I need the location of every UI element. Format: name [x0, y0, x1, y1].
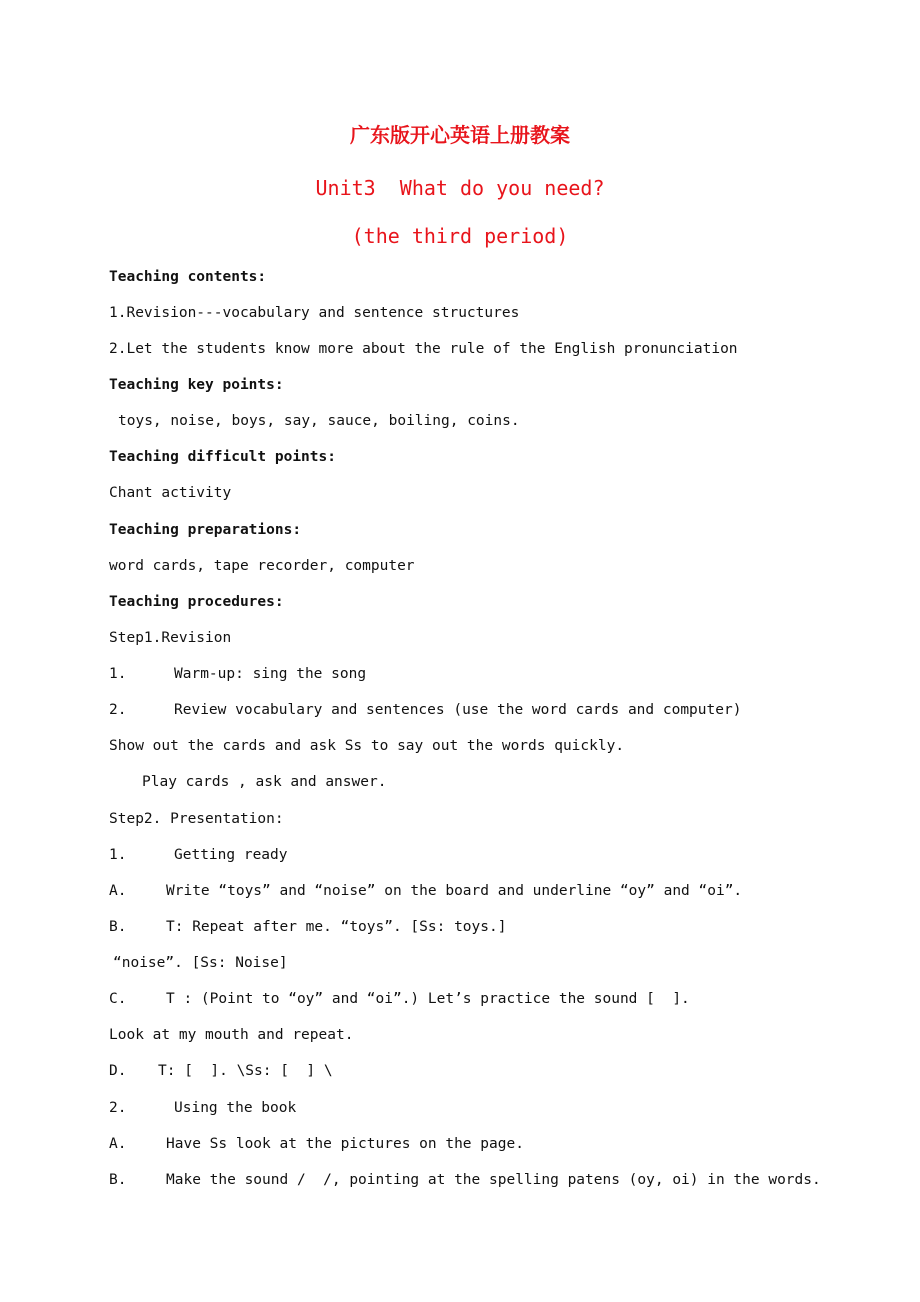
document-title: 广东版开心英语上册教案 — [350, 123, 570, 147]
step1-item-1-text: Warm-up: sing the song — [174, 666, 367, 682]
show-cards-text: Show out the cards and ask Ss to say out the words quickly. — [109, 738, 625, 754]
substep-a-text: Write “toys” and “noise” on the board and underline “oy” and “oi”. — [166, 883, 743, 899]
substep-d-label: D. — [109, 1063, 127, 1079]
procedures-heading: Teaching procedures: — [109, 594, 284, 610]
unit-title: Unit3 What do you need? — [315, 176, 605, 200]
substep-b-continuation: “noise”. [Ss: Noise] — [113, 955, 288, 971]
preparations-text: word cards, tape recorder, computer — [109, 558, 415, 574]
substep-b2-label: B. — [109, 1172, 127, 1188]
contents-heading: Teaching contents: — [109, 269, 267, 285]
step2-item-2-number: 2. — [109, 1100, 127, 1116]
key-points-heading: Teaching key points: — [109, 377, 284, 393]
preparations-heading: Teaching preparations: — [109, 522, 302, 538]
substep-d-text: T: [ ]. \Ss: [ ] \ — [158, 1063, 333, 1079]
substep-c-text: T : (Point to “oy” and “oi”.) Let’s practice the sound [ ]. — [166, 991, 690, 1007]
step1-item-2-text: Review vocabulary and sentences (use the word cards and computer) — [174, 702, 742, 718]
difficult-points-text: Chant activity — [109, 485, 232, 501]
substep-c-continuation: Look at my mouth and repeat. — [109, 1027, 354, 1043]
play-cards-text: Play cards , ask and answer. — [142, 774, 387, 790]
step1-heading: Step1.Revision — [109, 630, 232, 646]
substep-b-label: B. — [109, 919, 127, 935]
substep-a-label: A. — [109, 883, 127, 899]
substep-a2-label: A. — [109, 1136, 127, 1152]
step1-item-2-number: 2. — [109, 702, 127, 718]
step2-heading: Step2. Presentation: — [109, 811, 284, 827]
difficult-points-heading: Teaching difficult points: — [109, 449, 336, 465]
period-title: (the third period) — [351, 224, 569, 248]
substep-a2-text: Have Ss look at the pictures on the page. — [166, 1136, 524, 1152]
contents-item-1: 1.Revision---vocabulary and sentence structures — [109, 305, 520, 321]
substep-b2-text: Make the sound / /, pointing at the spelling patens (oy, oi) in the words. — [166, 1172, 821, 1188]
contents-item-2: 2.Let the students know more about the rule of the English pronunciation — [109, 341, 738, 357]
step1-item-1-number: 1. — [109, 666, 127, 682]
step2-item-1-text: Getting ready — [174, 847, 288, 863]
key-points-text: toys, noise, boys, say, sauce, boiling, coins. — [118, 413, 520, 429]
substep-b-text: T: Repeat after me. “toys”. [Ss: toys.] — [166, 919, 507, 935]
step2-item-2-text: Using the book — [174, 1100, 297, 1116]
substep-c-label: C. — [109, 991, 127, 1007]
step2-item-1-number: 1. — [109, 847, 127, 863]
